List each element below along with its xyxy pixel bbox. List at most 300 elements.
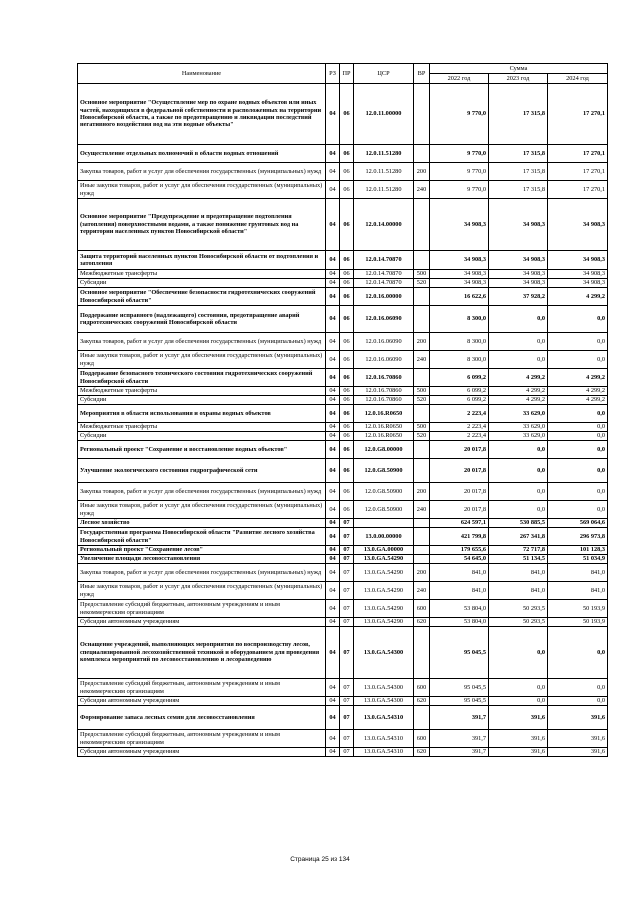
row-vr	[414, 369, 430, 387]
row-csr: 12.0.G8.00000	[354, 441, 414, 459]
row-vr: 520	[414, 279, 430, 288]
row-value-2024: 0,0	[548, 697, 608, 706]
row-value-2023: 0,0	[489, 501, 548, 519]
row-vr	[414, 706, 430, 730]
row-name: Иные закупки товаров, работ и услуг для обеспечения государственных (муниципальных) нужд	[78, 181, 326, 199]
row-csr: 13.0.GA.00000	[354, 546, 414, 555]
page-number: Страница 25 из 134	[290, 856, 350, 863]
row-value-2022: 34 908,3	[430, 279, 489, 288]
table-row	[78, 519, 608, 528]
row-value-2022: 9 770,0	[430, 145, 489, 163]
table-row	[78, 396, 608, 405]
row-rz: 04	[326, 251, 340, 270]
row-value-2024: 391,6	[548, 730, 608, 748]
row-value-2023: 33 629,0	[489, 405, 548, 423]
row-pr: 07	[340, 519, 354, 528]
row-csr: 13.0.GA.54290	[354, 618, 414, 627]
row-pr: 06	[340, 405, 354, 423]
row-name: Улучшение экологического состояния гидрографической сети	[78, 459, 326, 483]
row-rz: 04	[326, 730, 340, 748]
row-vr	[414, 199, 430, 251]
row-rz: 04	[326, 582, 340, 600]
row-rz: 04	[326, 679, 340, 697]
row-vr	[414, 84, 430, 145]
row-value-2024: 0,0	[548, 333, 608, 351]
header-year-2023: 2023 год	[489, 74, 548, 84]
row-rz: 04	[326, 163, 340, 181]
row-vr: 520	[414, 396, 430, 405]
row-rz: 04	[326, 432, 340, 441]
row-csr: 12.0.16.06090	[354, 333, 414, 351]
row-name: Поддержание исправного (надлежащего) состояния, предотвращение аварий гидротехнических сооружений Новосибирской области	[78, 306, 326, 333]
row-name: Увеличение площади лесовосстановления	[78, 555, 326, 564]
row-value-2023: 33 629,0	[489, 432, 548, 441]
row-value-2023: 50 293,5	[489, 600, 548, 618]
row-value-2023: 391,6	[489, 748, 548, 757]
row-value-2024: 0,0	[548, 627, 608, 679]
row-pr: 07	[340, 564, 354, 582]
row-name: Предоставление субсидий бюджетным, автономным учреждениям и иным некоммерческим организациям	[78, 600, 326, 618]
row-vr: 200	[414, 564, 430, 582]
row-pr: 07	[340, 679, 354, 697]
table-row	[78, 627, 608, 679]
row-value-2022: 9 770,0	[430, 84, 489, 145]
row-name: Закупка товаров, работ и услуг для обеспечения государственных (муниципальных) нужд	[78, 564, 326, 582]
row-pr: 06	[340, 251, 354, 270]
budget-table	[77, 63, 608, 757]
table-row	[78, 600, 608, 618]
row-value-2022: 20 017,8	[430, 459, 489, 483]
row-value-2024: 34 908,3	[548, 279, 608, 288]
row-value-2023: 0,0	[489, 306, 548, 333]
row-pr: 07	[340, 697, 354, 706]
row-vr: 200	[414, 483, 430, 501]
row-csr: 12.0.16.06090	[354, 306, 414, 333]
row-name: Предоставление субсидий бюджетным, автономным учреждениям и иным некоммерческим организациям	[78, 679, 326, 697]
row-value-2024: 51 034,9	[548, 555, 608, 564]
row-rz: 04	[326, 483, 340, 501]
row-pr: 06	[340, 145, 354, 163]
row-pr: 07	[340, 748, 354, 757]
row-value-2024: 4 299,2	[548, 369, 608, 387]
row-value-2022: 421 799,8	[430, 528, 489, 546]
row-value-2023: 4 299,2	[489, 387, 548, 396]
row-csr: 13.0.GA.54300	[354, 679, 414, 697]
row-vr	[414, 306, 430, 333]
row-name: Закупка товаров, работ и услуг для обеспечения государственных (муниципальных) нужд	[78, 333, 326, 351]
row-pr: 07	[340, 582, 354, 600]
row-name: Межбюджетные трансферты	[78, 270, 326, 279]
row-pr: 06	[340, 288, 354, 306]
row-value-2024: 0,0	[548, 405, 608, 423]
row-rz: 04	[326, 528, 340, 546]
table-row	[78, 288, 608, 306]
row-rz: 04	[326, 333, 340, 351]
row-csr: 12.0.14.70870	[354, 251, 414, 270]
row-value-2022: 34 908,3	[430, 199, 489, 251]
row-csr: 12.0.14.00000	[354, 199, 414, 251]
row-vr: 620	[414, 618, 430, 627]
row-pr: 06	[340, 163, 354, 181]
row-value-2022: 6 099,2	[430, 396, 489, 405]
row-rz: 04	[326, 84, 340, 145]
table-row	[78, 483, 608, 501]
row-value-2024: 34 908,3	[548, 199, 608, 251]
row-value-2022: 95 045,5	[430, 627, 489, 679]
row-vr: 240	[414, 582, 430, 600]
row-csr: 13.0.GA.54300	[354, 697, 414, 706]
row-csr: 12.0.G8.50900	[354, 483, 414, 501]
row-rz: 04	[326, 145, 340, 163]
table-row	[78, 679, 608, 697]
row-name: Мероприятия в области использования и охраны водных объектов	[78, 405, 326, 423]
row-pr: 06	[340, 396, 354, 405]
row-value-2022: 95 045,5	[430, 697, 489, 706]
table-row	[78, 555, 608, 564]
row-value-2023: 72 717,8	[489, 546, 548, 555]
table-row	[78, 333, 608, 351]
row-name: Иные закупки товаров, работ и услуг для обеспечения государственных (муниципальных) нужд	[78, 582, 326, 600]
row-pr: 07	[340, 706, 354, 730]
row-value-2024: 391,6	[548, 748, 608, 757]
row-csr: 13.0.GA.54290	[354, 564, 414, 582]
row-value-2024: 4 299,2	[548, 396, 608, 405]
row-value-2024: 0,0	[548, 679, 608, 697]
row-csr: 12.0.16.R0650	[354, 405, 414, 423]
table-row	[78, 432, 608, 441]
row-rz: 04	[326, 396, 340, 405]
row-name: Субсидии автономным учреждениям	[78, 748, 326, 757]
row-value-2023: 0,0	[489, 627, 548, 679]
table-row	[78, 582, 608, 600]
row-rz: 04	[326, 501, 340, 519]
table-row	[78, 279, 608, 288]
row-name: Предоставление субсидий бюджетным, автономным учреждениям и иным некоммерческим организациям	[78, 730, 326, 748]
table-row	[78, 145, 608, 163]
row-value-2023: 51 134,5	[489, 555, 548, 564]
table-row	[78, 181, 608, 199]
row-rz: 04	[326, 519, 340, 528]
row-name: Защита территорий населенных пунктов Новосибирской области от подтопления и затопления	[78, 251, 326, 270]
row-value-2022: 34 908,3	[430, 251, 489, 270]
row-value-2023: 530 885,5	[489, 519, 548, 528]
row-value-2024: 0,0	[548, 501, 608, 519]
row-rz: 04	[326, 459, 340, 483]
row-name: Закупка товаров, работ и услуг для обеспечения государственных (муниципальных) нужд	[78, 163, 326, 181]
row-rz: 04	[326, 706, 340, 730]
row-csr: 12.0.16.R0650	[354, 432, 414, 441]
row-vr	[414, 405, 430, 423]
row-csr: 12.0.16.70860	[354, 387, 414, 396]
table-row	[78, 423, 608, 432]
row-vr: 600	[414, 730, 430, 748]
row-name: Поддержание безопасного технического состояния гидротехнических сооружений Новосибирской области	[78, 369, 326, 387]
row-value-2024: 101 128,3	[548, 546, 608, 555]
header-year-2022: 2022 год	[430, 74, 489, 84]
row-value-2022: 8 300,0	[430, 351, 489, 369]
row-value-2023: 0,0	[489, 679, 548, 697]
row-value-2023: 0,0	[489, 351, 548, 369]
row-rz: 04	[326, 199, 340, 251]
row-csr: 12.0.11.51280	[354, 145, 414, 163]
row-value-2023: 0,0	[489, 333, 548, 351]
row-value-2023: 34 908,3	[489, 199, 548, 251]
row-value-2024: 17 270,1	[548, 163, 608, 181]
row-pr: 06	[340, 423, 354, 432]
header-year-2024: 2024 год	[548, 74, 608, 84]
row-rz: 04	[326, 600, 340, 618]
row-pr: 07	[340, 528, 354, 546]
row-name: Субсидии автономным учреждениям	[78, 618, 326, 627]
row-value-2023: 34 908,3	[489, 270, 548, 279]
row-value-2022: 2 223,4	[430, 405, 489, 423]
row-rz: 04	[326, 555, 340, 564]
row-csr: 12.0.11.51280	[354, 181, 414, 199]
row-vr: 600	[414, 600, 430, 618]
row-value-2022: 2 223,4	[430, 423, 489, 432]
row-vr: 600	[414, 679, 430, 697]
row-value-2022: 9 770,0	[430, 181, 489, 199]
row-vr: 500	[414, 270, 430, 279]
row-rz: 04	[326, 564, 340, 582]
row-rz: 04	[326, 423, 340, 432]
row-value-2023: 17 315,8	[489, 163, 548, 181]
row-pr: 06	[340, 279, 354, 288]
row-vr	[414, 145, 430, 163]
row-name: Субсидии	[78, 279, 326, 288]
row-csr: 12.0.11.51280	[354, 163, 414, 181]
row-vr: 200	[414, 333, 430, 351]
row-value-2022: 6 099,2	[430, 369, 489, 387]
row-pr: 06	[340, 199, 354, 251]
row-value-2024: 0,0	[548, 423, 608, 432]
row-value-2023: 4 299,2	[489, 396, 548, 405]
row-vr: 520	[414, 432, 430, 441]
table-row	[78, 618, 608, 627]
row-rz: 04	[326, 369, 340, 387]
table-row	[78, 270, 608, 279]
row-value-2023: 17 315,8	[489, 145, 548, 163]
table-row	[78, 528, 608, 546]
row-csr: 12.0.16.70860	[354, 369, 414, 387]
row-csr: 13.0.GA.54290	[354, 582, 414, 600]
table-row	[78, 730, 608, 748]
header-pr: ПР	[340, 64, 354, 84]
row-rz: 04	[326, 627, 340, 679]
row-name: Иные закупки товаров, работ и услуг для обеспечения государственных (муниципальных) нужд	[78, 351, 326, 369]
table-row	[78, 459, 608, 483]
row-vr	[414, 459, 430, 483]
row-value-2024: 34 908,3	[548, 270, 608, 279]
row-csr: 12.0.16.R0650	[354, 423, 414, 432]
row-pr: 06	[340, 459, 354, 483]
row-pr: 06	[340, 333, 354, 351]
row-csr: 13.0.GA.54290	[354, 600, 414, 618]
row-rz: 04	[326, 697, 340, 706]
row-value-2024: 0,0	[548, 432, 608, 441]
row-value-2024: 841,0	[548, 564, 608, 582]
row-pr: 06	[340, 369, 354, 387]
row-value-2023: 267 341,8	[489, 528, 548, 546]
row-value-2022: 8 300,0	[430, 306, 489, 333]
row-rz: 04	[326, 618, 340, 627]
row-name: Межбюджетные трансферты	[78, 423, 326, 432]
row-value-2023: 4 299,2	[489, 369, 548, 387]
row-vr	[414, 555, 430, 564]
row-value-2022: 8 300,0	[430, 333, 489, 351]
row-value-2023: 17 315,8	[489, 84, 548, 145]
row-value-2022: 16 622,6	[430, 288, 489, 306]
row-csr: 12.0.16.00000	[354, 288, 414, 306]
row-value-2022: 391,7	[430, 748, 489, 757]
row-rz: 04	[326, 279, 340, 288]
table-row	[78, 564, 608, 582]
table-row	[78, 748, 608, 757]
table-row	[78, 199, 608, 251]
row-value-2024: 296 973,8	[548, 528, 608, 546]
row-value-2023: 841,0	[489, 564, 548, 582]
row-pr: 06	[340, 387, 354, 396]
row-value-2023: 841,0	[489, 582, 548, 600]
row-value-2024: 0,0	[548, 483, 608, 501]
row-value-2022: 95 045,5	[430, 679, 489, 697]
row-value-2022: 53 804,0	[430, 600, 489, 618]
row-pr: 07	[340, 730, 354, 748]
row-csr: 12.0.16.06090	[354, 351, 414, 369]
row-value-2024: 569 064,6	[548, 519, 608, 528]
row-rz: 04	[326, 270, 340, 279]
row-name: Субсидии автономным учреждениям	[78, 697, 326, 706]
row-vr: 500	[414, 387, 430, 396]
row-csr	[354, 519, 414, 528]
header-csr: ЦСР	[354, 64, 414, 84]
table-row	[78, 351, 608, 369]
row-pr: 07	[340, 555, 354, 564]
row-pr: 06	[340, 270, 354, 279]
row-rz: 04	[326, 288, 340, 306]
row-name: Основное мероприятие "Осуществление мер по охране водных объектов или иных частей, находящихся в федеральной собственности и расположенных на территории Новосибирской области, а также по предотвращению и ликвидации последствий негативного воздействия вод на эти водные объекты"	[78, 84, 326, 145]
row-rz: 04	[326, 546, 340, 555]
header-name: Наименование	[78, 64, 326, 84]
row-pr: 07	[340, 627, 354, 679]
row-value-2023: 391,6	[489, 730, 548, 748]
row-csr: 13.0.GA.54290	[354, 555, 414, 564]
row-vr: 240	[414, 351, 430, 369]
row-rz: 04	[326, 748, 340, 757]
row-value-2022: 6 099,2	[430, 387, 489, 396]
row-value-2024: 841,0	[548, 582, 608, 600]
row-value-2022: 841,0	[430, 564, 489, 582]
table-row	[78, 706, 608, 730]
row-value-2023: 37 928,2	[489, 288, 548, 306]
row-value-2024: 391,6	[548, 706, 608, 730]
row-value-2022: 624 597,1	[430, 519, 489, 528]
row-csr: 13.0.GA.54300	[354, 627, 414, 679]
row-pr: 06	[340, 351, 354, 369]
row-name: Субсидии	[78, 432, 326, 441]
row-value-2023: 0,0	[489, 441, 548, 459]
table-row	[78, 501, 608, 519]
header-sum: Сумма	[430, 64, 608, 74]
row-pr: 06	[340, 432, 354, 441]
row-value-2022: 391,7	[430, 730, 489, 748]
row-value-2024: 0,0	[548, 306, 608, 333]
row-pr: 06	[340, 501, 354, 519]
row-vr	[414, 441, 430, 459]
row-pr: 07	[340, 600, 354, 618]
row-rz: 04	[326, 387, 340, 396]
row-vr	[414, 627, 430, 679]
row-rz: 04	[326, 306, 340, 333]
row-csr: 13.0.GA.54310	[354, 748, 414, 757]
row-csr: 13.0.GA.54310	[354, 730, 414, 748]
row-value-2023: 17 315,8	[489, 181, 548, 199]
row-value-2022: 20 017,8	[430, 483, 489, 501]
table-row	[78, 387, 608, 396]
table-row	[78, 84, 608, 145]
row-value-2024: 4 299,2	[548, 387, 608, 396]
table-row	[78, 306, 608, 333]
row-rz: 04	[326, 351, 340, 369]
row-value-2024: 0,0	[548, 459, 608, 483]
row-name: Основное мероприятие "Предупреждение и предотвращение подтопления (затопления) поверхностными водами, а также понижение грунтовых вод на территории населенных пунктов Новосибирской области"	[78, 199, 326, 251]
row-value-2024: 4 299,2	[548, 288, 608, 306]
row-vr	[414, 251, 430, 270]
row-name: Региональный проект "Сохранение лесов"	[78, 546, 326, 555]
row-vr: 620	[414, 697, 430, 706]
table-row	[78, 251, 608, 270]
row-pr: 06	[340, 306, 354, 333]
row-value-2024: 50 193,9	[548, 600, 608, 618]
row-name: Региональный проект "Сохранение и восстановление водных объектов"	[78, 441, 326, 459]
row-name: Лесное хозяйство	[78, 519, 326, 528]
row-value-2023: 34 908,3	[489, 279, 548, 288]
row-value-2024: 17 270,1	[548, 84, 608, 145]
row-value-2022: 391,7	[430, 706, 489, 730]
row-rz: 04	[326, 441, 340, 459]
row-value-2023: 0,0	[489, 459, 548, 483]
row-value-2022: 841,0	[430, 582, 489, 600]
row-value-2023: 33 629,0	[489, 423, 548, 432]
row-value-2022: 20 017,8	[430, 501, 489, 519]
row-name: Государственная программа Новосибирской области "Развитие лесного хозяйства Новосибирской области"	[78, 528, 326, 546]
row-value-2024: 17 270,1	[548, 181, 608, 199]
row-pr: 06	[340, 181, 354, 199]
table-row	[78, 405, 608, 423]
row-vr	[414, 288, 430, 306]
row-value-2024: 0,0	[548, 441, 608, 459]
row-name: Межбюджетные трансферты	[78, 387, 326, 396]
row-rz: 04	[326, 405, 340, 423]
row-value-2024: 0,0	[548, 351, 608, 369]
row-pr: 06	[340, 483, 354, 501]
table-body	[78, 84, 608, 757]
row-name: Основное мероприятие "Обеспечение безопасности гидротехнических сооружений Новосибирской области"	[78, 288, 326, 306]
row-value-2024: 17 270,1	[548, 145, 608, 163]
row-value-2023: 50 293,5	[489, 618, 548, 627]
row-csr: 12.0.14.70870	[354, 270, 414, 279]
row-vr: 240	[414, 181, 430, 199]
row-csr: 13.0.00.00000	[354, 528, 414, 546]
row-vr: 620	[414, 748, 430, 757]
row-name: Иные закупки товаров, работ и услуг для обеспечения государственных (муниципальных) нужд	[78, 501, 326, 519]
table-row	[78, 369, 608, 387]
row-value-2024: 50 193,9	[548, 618, 608, 627]
row-csr: 12.0.16.70860	[354, 396, 414, 405]
row-value-2022: 9 770,0	[430, 163, 489, 181]
row-csr: 12.0.11.00000	[354, 84, 414, 145]
row-vr	[414, 519, 430, 528]
